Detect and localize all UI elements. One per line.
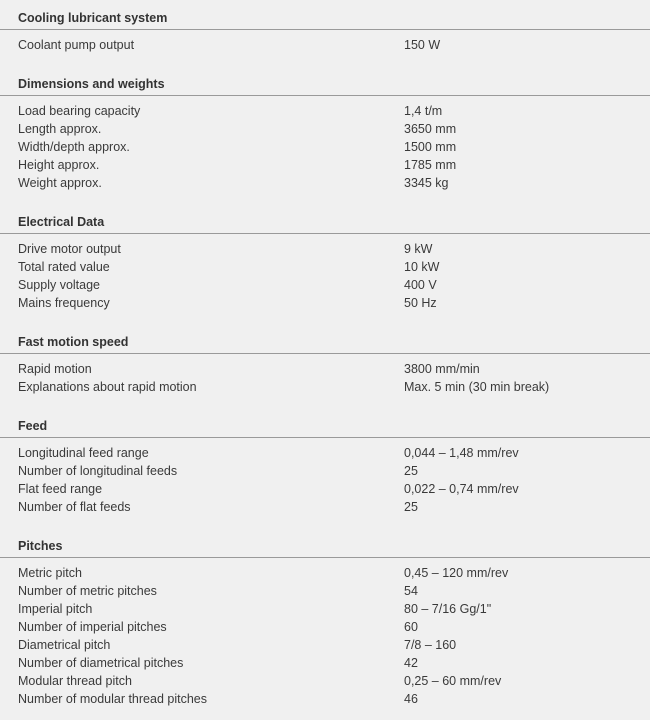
spec-label: Coolant pump output	[18, 38, 135, 52]
spec-value: 0,25 – 60 mm/rev	[404, 674, 502, 688]
spec-value: 0,45 – 120 mm/rev	[404, 566, 509, 580]
spec-label: Height approx.	[18, 158, 100, 172]
spec-value: 50 Hz	[404, 296, 437, 310]
spec-row	[0, 498, 650, 516]
spec-value: 1500 mm	[404, 140, 457, 154]
spec-label: Metric pitch	[18, 566, 82, 580]
section-title: Pitches	[0, 528, 650, 558]
spec-value: 3345 kg	[404, 176, 449, 190]
spec-value: 60	[404, 620, 418, 634]
spec-label: Supply voltage	[18, 278, 101, 292]
spec-rows	[0, 558, 650, 720]
spec-section	[0, 324, 650, 408]
spec-value: 0,044 – 1,48 mm/rev	[404, 446, 519, 460]
spec-section	[0, 528, 650, 720]
spec-label: Diametrical pitch	[18, 638, 111, 652]
spec-section	[0, 408, 650, 528]
spec-row	[0, 690, 650, 708]
spec-label: Flat feed range	[18, 482, 103, 496]
spec-row	[0, 600, 650, 618]
spec-row	[0, 672, 650, 690]
spec-row	[0, 240, 650, 258]
spec-value: 42	[404, 656, 418, 670]
spec-row	[0, 156, 650, 174]
spec-value: 10 kW	[404, 260, 440, 274]
spec-label: Number of flat feeds	[18, 500, 131, 514]
spec-value: 3650 mm	[404, 122, 457, 136]
spec-row	[0, 360, 650, 378]
spec-value: Max. 5 min (30 min break)	[404, 380, 550, 394]
spec-row	[0, 564, 650, 582]
spec-row	[0, 636, 650, 654]
spec-section	[0, 204, 650, 324]
spec-row	[0, 294, 650, 312]
spec-label: Width/depth approx.	[18, 140, 130, 154]
spec-label: Drive motor output	[18, 242, 121, 256]
section-title: Feed	[0, 408, 650, 438]
spec-row	[0, 444, 650, 462]
section-title: Dimensions and weights	[0, 66, 650, 96]
spec-row	[0, 138, 650, 156]
spec-label: Number of modular thread pitches	[18, 692, 207, 706]
spec-label: Length approx.	[18, 122, 102, 136]
spec-label: Weight approx.	[18, 176, 102, 190]
spec-value: 25	[404, 500, 418, 514]
spec-value: 25	[404, 464, 418, 478]
spec-row	[0, 174, 650, 192]
spec-value: 400 V	[404, 278, 437, 292]
spec-label: Number of imperial pitches	[18, 620, 167, 634]
spec-row	[0, 654, 650, 672]
spec-value: 150 W	[404, 38, 441, 52]
spec-label: Explanations about rapid motion	[18, 380, 197, 394]
spec-row	[0, 378, 650, 396]
section-title: Fast motion speed	[0, 324, 650, 354]
spec-label: Imperial pitch	[18, 602, 93, 616]
spec-row	[0, 480, 650, 498]
spec-row	[0, 582, 650, 600]
spec-row	[0, 276, 650, 294]
spec-value: 3800 mm/min	[404, 362, 480, 376]
spec-row	[0, 102, 650, 120]
spec-label: Number of longitudinal feeds	[18, 464, 178, 478]
spec-label: Longitudinal feed range	[18, 446, 149, 460]
spec-section	[0, 0, 650, 66]
spec-row	[0, 618, 650, 636]
spec-section	[0, 66, 650, 204]
spec-label: Mains frequency	[18, 296, 110, 310]
spec-label: Number of diametrical pitches	[18, 656, 184, 670]
spec-label: Load bearing capacity	[18, 104, 141, 118]
spec-row	[0, 36, 650, 54]
spec-rows	[0, 438, 650, 528]
spec-value: 54	[404, 584, 418, 598]
spec-value: 46	[404, 692, 418, 706]
spec-label: Number of metric pitches	[18, 584, 157, 598]
spec-rows	[0, 234, 650, 324]
spec-value: 7/8 – 160	[404, 638, 457, 652]
section-title: Electrical Data	[0, 204, 650, 234]
spec-rows	[0, 354, 650, 408]
spec-rows	[0, 30, 650, 66]
spec-row	[0, 258, 650, 276]
spec-value: 80 – 7/16 Gg/1"	[404, 602, 492, 616]
spec-label: Total rated value	[18, 260, 110, 274]
spec-value: 1785 mm	[404, 158, 457, 172]
spec-row	[0, 462, 650, 480]
spec-row	[0, 120, 650, 138]
spec-rows	[0, 96, 650, 204]
section-title: Cooling lubricant system	[0, 0, 650, 30]
spec-value: 0,022 – 0,74 mm/rev	[404, 482, 519, 496]
spec-label: Rapid motion	[18, 362, 92, 376]
spec-label: Modular thread pitch	[18, 674, 132, 688]
spec-value: 1,4 t/m	[404, 104, 443, 118]
spec-value: 9 kW	[404, 242, 433, 256]
